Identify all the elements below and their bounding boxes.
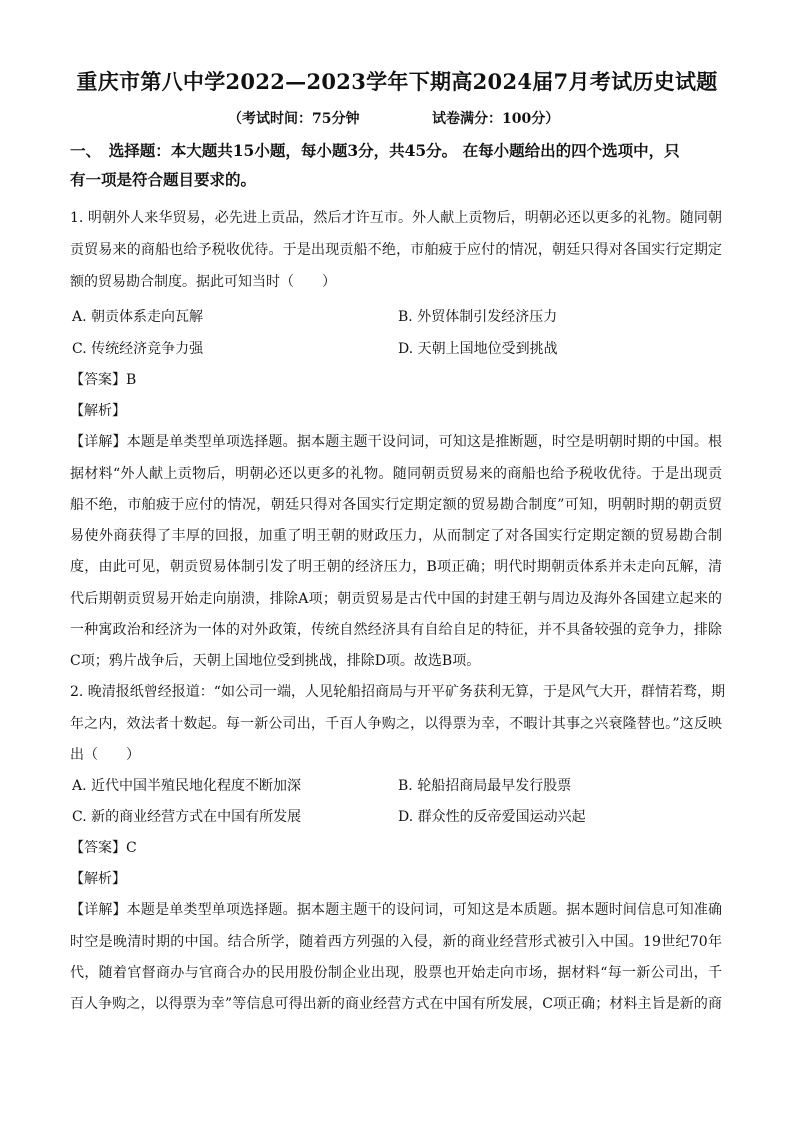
question-1-stem-line: 额的贸易勘合制度。据此可知当时（ ） xyxy=(70,274,336,290)
question-2-stem-line: 出（ ） xyxy=(70,747,140,763)
question-1-option-a: A. 朝贡体系走向瓦解 xyxy=(72,309,204,325)
section-heading xyxy=(70,136,730,194)
question-2-explanation-line: 百人争购之，以得票为幸”等信息可得出新的商业经营方式在中国有所发展，C项正确；材料主旨是新的商 xyxy=(70,996,722,1012)
question-1-explanation-line: C项；鸦片战争后，天朝上国地位受到挑战，排除D项。故选B项。 xyxy=(70,653,481,669)
page-title: 重庆市第八中学2022—2023学年下期高2024届7月考试历史试题 xyxy=(76,69,718,94)
question-2-analysis-label: 【解析】 xyxy=(70,871,126,887)
question-1-explanation-line: 一种寓政治和经济为一体的对外政策，传统自然经济具有自给自足的特征，并不具备较强的竞争力，排除 xyxy=(70,622,722,638)
exam-score: 试卷满分：100分） xyxy=(432,111,560,127)
question-1-explanation-line: 度，由此可见，朝贡贸易体制引发了明王朝的经济压力，B项正确；明代时期朝贡体系并未走向瓦解，清 xyxy=(70,559,722,575)
question-1-analysis-label: 【解析】 xyxy=(70,403,126,419)
question-2-explanation-line: 时空是晚清时期的中国。结合所学，随着西方列强的入侵，新的商业经营形式被引入中国。19世纪70年 xyxy=(70,934,722,950)
question-1-option-b: B. 外贸体制引发经济压力 xyxy=(398,309,558,325)
question-2-option-a: A. 近代中国半殖民地化程度不断加深 xyxy=(72,778,302,794)
section-heading-line-2: 有一项是符合题目要求的。 xyxy=(70,170,257,189)
question-1-answer: 【答案】B xyxy=(70,372,137,388)
question-2-answer: 【答案】C xyxy=(70,840,137,856)
section-heading-line-1: 一、 选择题：本大题共15小题，每小题3分，共45分。 在每小题给出的四个选项中，只 xyxy=(70,141,680,160)
exam-time: （考试时间：75分钟 xyxy=(228,111,360,127)
question-2-option-c: C. 新的商业经营方式在中国有所发展 xyxy=(72,809,302,825)
question-1-explanation-line: 易使外商获得了丰厚的回报，加重了明王朝的财政压力，从而制定了对各国实行定期定额的贸易勘合制 xyxy=(70,528,722,544)
question-2-stem-line: 2. 晚清报纸曾经报道：“如公司一端，人见轮船招商局与开平矿务获利无算，于是风气大开，群情若骛，期 xyxy=(70,684,725,700)
question-1-explanation-line: 船不绝，市舶疲于应付的情况，朝廷只得对各国实行定期定额的贸易勘合制度”可知，明朝时期的朝贡贸 xyxy=(70,497,722,513)
question-2-explanation-line: 【详解】本题是单类型单项选择题。据本题主题干的设问词，可知这是本质题。据本题时间信息可知准确 xyxy=(70,902,722,918)
question-2-stem-line: 年之内，效法者十数起。每一新公司出，千百人争购之，以得票为幸，不暇计其事之兴衰隆替也。”这反映 xyxy=(70,716,722,732)
question-1-explanation-line: 据材料“外人献上贡物后，明朝必还以更多的礼物。随同朝贡贸易来的商船也给予税收优待。于是出现贡 xyxy=(70,466,722,482)
question-1-explanation-line: 代后期朝贡贸易开始走向崩溃，排除A项；朝贡贸易是古代中国的封建王朝与周边及海外各国建立起来的 xyxy=(70,591,722,607)
question-1-option-c: C. 传统经济竞争力强 xyxy=(72,341,204,357)
question-1-stem-line: 贡贸易来的商船也给予税收优待。于是出现贡船不绝，市舶疲于应付的情况，朝廷只得对各国实行定期定 xyxy=(70,242,722,258)
question-1-explanation-line: 【详解】本题是单类型单项选择题。据本题主题干设问词，可知这是推断题，时空是明朝时期的中国。根 xyxy=(70,434,722,450)
question-2-option-d: D. 群众性的反帝爱国运动兴起 xyxy=(398,809,586,825)
question-1-stem-line: 1. 明朝外人来华贸易，必先进上贡品，然后才许互市。外人献上贡物后，明朝必还以更多的礼物。随同朝 xyxy=(70,210,722,226)
question-1-option-d: D. 天朝上国地位受到挑战 xyxy=(398,341,558,357)
question-2-option-b: B. 轮船招商局最早发行股票 xyxy=(398,778,572,794)
question-2-explanation-line: 代，随着官督商办与官商合办的民用股份制企业出现，股票也开始走向市场，据材料“每一新公司出，千 xyxy=(70,965,722,981)
